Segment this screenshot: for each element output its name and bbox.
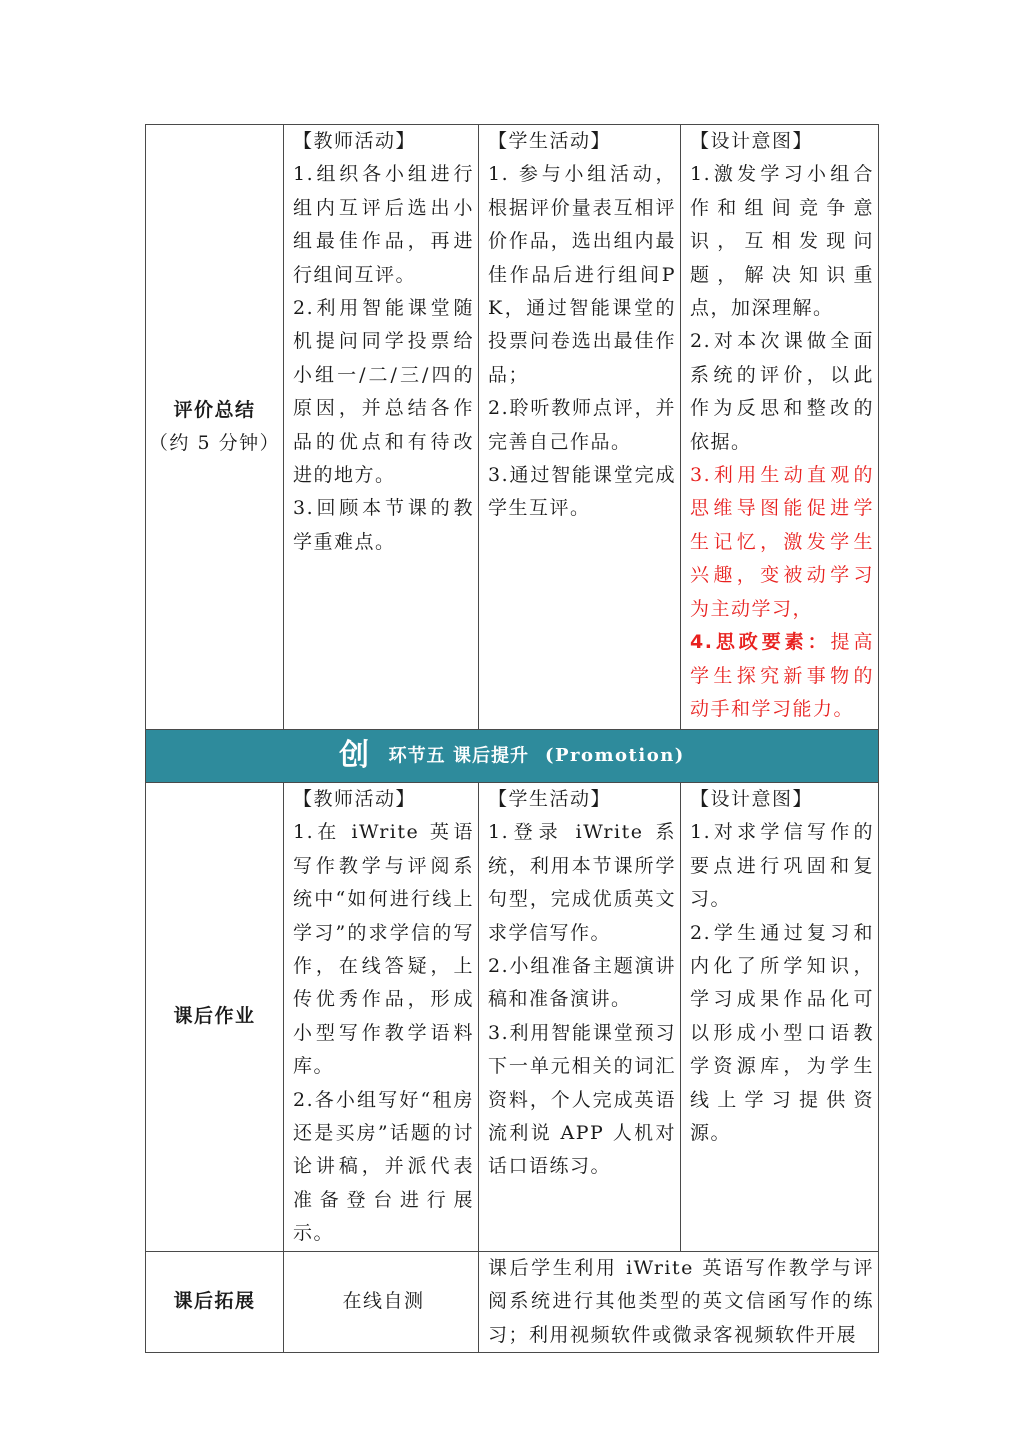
ideology-label: 4.思政要素： [690, 631, 831, 654]
banner-big-char: 创 [339, 738, 371, 774]
extension-label: 课后拓展 [173, 1290, 256, 1313]
homework-student-cell [479, 783, 681, 1252]
homework-label: 课后作业 [173, 1005, 256, 1028]
eval-row [146, 125, 879, 730]
eval-design-item-red: 3.利用生动直观的思维导图能促进学生记忆，激发学生兴趣，变被动学习为主动学习， [690, 464, 874, 620]
homework-teacher-heading: 【教师活动】 [293, 788, 417, 810]
homework-row [146, 783, 879, 1252]
extension-row [146, 1251, 879, 1352]
eval-sublabel: （约 5 分钟） [148, 432, 281, 454]
ideology-text: 提高学生探究新事物的动手和学习能力。 [690, 631, 874, 720]
homework-design-cell [681, 783, 879, 1252]
section-banner [146, 730, 879, 783]
extension-middle-cell [284, 1251, 479, 1352]
homework-teacher-cell [284, 783, 479, 1252]
homework-label-cell [146, 783, 284, 1252]
eval-label: 评价总结 [173, 398, 256, 421]
eval-design-item: 2.对本次课做全面系统的评价，以此作为反思和整改的依据。 [690, 330, 874, 453]
banner-english: (Promotion) [544, 745, 685, 767]
homework-student-item: 1.登录 iWrite 系统，利用本节课所学句型，完成优质英文求学信写作。 [488, 821, 676, 944]
lesson-plan-table [145, 124, 879, 1353]
eval-design-cell [681, 125, 879, 730]
eval-student-heading: 【学生活动】 [488, 130, 612, 152]
homework-design-item: 2.学生通过复习和内化了所学知识，学习成果作品化可以形成小型口语教学资源库，为学生线上学习提供资源。 [690, 921, 874, 1145]
extension-text-cell [479, 1251, 879, 1352]
extension-middle: 在线自测 [342, 1290, 425, 1313]
extension-text: 课后学生利用 iWrite 英语写作教学与评阅系统进行其他类型的英文信函写作的练习；利用视频软件或微录客视频软件开展 [488, 1256, 874, 1346]
homework-student-item: 2.小组准备主题演讲稿和准备演讲。 [488, 955, 676, 1011]
eval-teacher-heading: 【教师活动】 [293, 130, 417, 152]
eval-teacher-cell [284, 125, 479, 730]
homework-student-heading: 【学生活动】 [488, 788, 612, 810]
eval-student-item: 1. 参与小组活动，根据评价量表互相评价作品，选出组内最佳作品后进行组间PK，通过智能课堂的投票问卷选出最佳作品； [488, 163, 676, 386]
eval-design-heading: 【设计意图】 [690, 130, 814, 152]
eval-teacher-item: 1.组织各小组进行组内互评后选出小组最佳作品，再进行组间互评。 [293, 163, 474, 286]
eval-student-item: 2.聆听教师点评，并完善自己作品。 [488, 397, 676, 453]
eval-student-cell [479, 125, 681, 730]
homework-teacher-item: 2.各小组写好“租房还是买房”话题的讨论讲稿，并派代表准备登台进行展示。 [293, 1088, 474, 1245]
eval-design-item: 1.激发学习小组合作和组间竞争意识，互相发现问题，解决知识重点，加深理解。 [690, 163, 874, 320]
banner-title: 环节五 课后提升 [388, 745, 529, 767]
eval-student-item: 3.通过智能课堂完成学生互评。 [488, 464, 676, 520]
eval-teacher-item: 2.利用智能课堂随机提问同学投票给小组一/二/三/四的原因，并总结各作品的优点和有待改进的地方。 [293, 297, 474, 487]
eval-teacher-item: 3.回顾本节课的教学重难点。 [293, 497, 474, 553]
section-banner-cell [146, 730, 879, 783]
eval-design-item-ideology [690, 626, 874, 726]
homework-student-item: 3.利用智能课堂预习下一单元相关的词汇资料，个人完成英语流利说 APP 人机对话口语练习。 [488, 1021, 676, 1178]
extension-label-cell [146, 1251, 284, 1352]
homework-teacher-item: 1.在 iWrite 英语写作教学与评阅系统中“如何进行线上学习”的求学信的写作，在线答疑，上传优秀作品，形成小型写作教学语料库。 [293, 821, 474, 1078]
homework-design-item: 1.对求学信写作的要点进行巩固和复习。 [690, 821, 874, 911]
eval-label-cell [146, 125, 284, 730]
homework-design-heading: 【设计意图】 [690, 788, 814, 810]
